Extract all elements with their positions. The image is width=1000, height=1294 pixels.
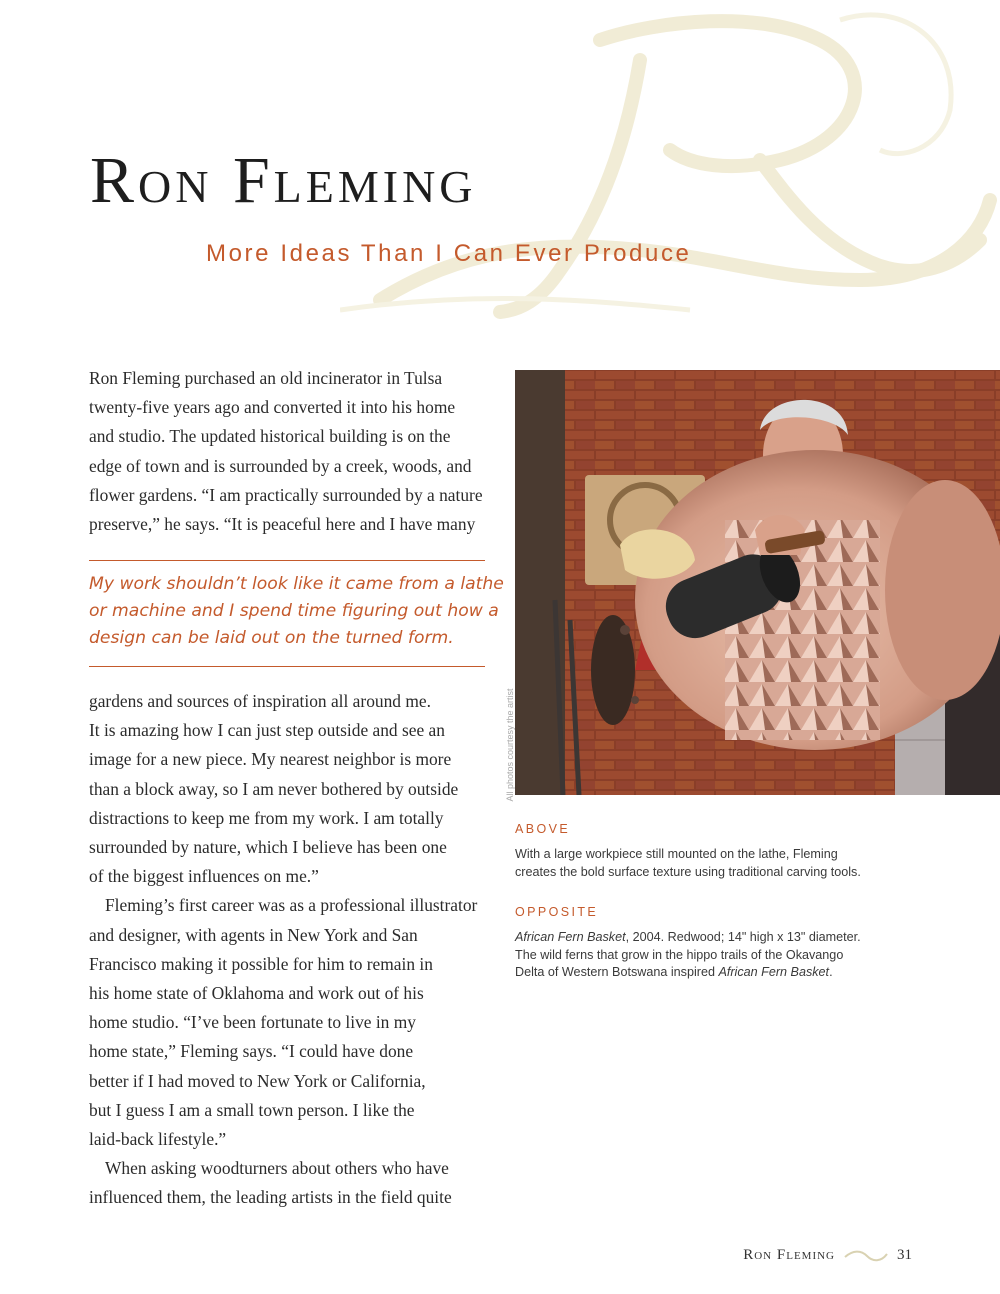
text-line: of the biggest influences on me.” (89, 866, 319, 887)
caption-line: creates the bold surface texture using traditional carving tools. (515, 864, 861, 879)
caption-line: The wild ferns that grow in the hippo trails of the Okavango (515, 947, 844, 962)
text-line: home studio. “I’ve been fortunate to live in my (89, 1012, 416, 1033)
page-number: 31 (897, 1247, 912, 1263)
caption-line: With a large workpiece still mounted on the lathe, Fleming (515, 847, 838, 861)
pull-quote (89, 560, 504, 667)
text-line: surrounded by nature, which I believe has been one (89, 837, 447, 858)
artwork-title: African Fern Basket (718, 965, 830, 979)
text-line: When asking woodturners about others who have (105, 1158, 449, 1179)
artwork-details: , 2004. Redwood; 14" high x 13" diameter. (625, 930, 861, 944)
text-line: edge of town and is surrounded by a creek, woods, and (89, 455, 472, 476)
photo-credit: All photos courtesy the artist (505, 688, 515, 802)
text-line: home state,” Fleming says. “I could have done (89, 1041, 414, 1062)
pull-quote-line: My work shouldn’t look like it came from a lathe (89, 574, 504, 594)
text-line: and studio. The updated historical building is on the (89, 426, 451, 447)
text-line: his home state of Oklahoma and work out of his (89, 983, 424, 1004)
caption-text: . (829, 965, 833, 979)
artwork-title: African Fern Basket (515, 930, 626, 944)
text-line: than a block away, so I am never bothered by outside (89, 778, 459, 799)
text-line: Francisco making it possible for him to remain in (89, 953, 433, 974)
text-line: twenty-five years ago and converted it into his home (89, 397, 456, 418)
text-line: It is amazing how I can just step outside and see an (89, 720, 445, 741)
running-title: Ron Fleming (743, 1247, 835, 1263)
text-line: gardens and sources of inspiration all around me. (89, 691, 431, 711)
photo-illustration (515, 370, 1000, 795)
caption-line (515, 929, 861, 947)
text-line: Fleming’s first career was as a professional illustrator (105, 895, 478, 916)
caption-above (515, 846, 861, 881)
caption-text: Delta of Western Botswana inspired (515, 965, 719, 979)
flourish-ornament-icon (843, 1248, 889, 1264)
caption-opposite (515, 929, 861, 982)
pull-quote-line: or machine and I spend time figuring out how a (89, 601, 499, 621)
text-line: flower gardens. “I am practically surrounded by a nature (89, 484, 483, 505)
text-line: preserve,” he says. “It is peaceful here and I have many (89, 514, 476, 535)
text-line: better if I had moved to New York or California, (89, 1070, 426, 1091)
text-line: but I guess I am a small town person. I like the (89, 1099, 415, 1120)
text-line: and designer, with agents in New York and San (89, 924, 418, 945)
body-paragraph-1 (89, 364, 483, 539)
body-paragraph-2 (89, 687, 479, 1213)
caption-heading-above: ABOVE (515, 822, 571, 836)
caption-line (515, 964, 861, 982)
pull-quote-line: design can be laid out on the turned form. (89, 628, 454, 648)
article-title: Ron Fleming (90, 144, 477, 217)
text-line: Ron Fleming purchased an old incinerator in Tulsa (89, 368, 443, 388)
text-line: influenced them, the leading artists in the field quite (89, 1187, 452, 1208)
article-subtitle: More Ideas Than I Can Ever Produce (206, 240, 692, 267)
caption-heading-opposite: OPPOSITE (515, 905, 599, 919)
text-line: image for a new piece. My nearest neighbor is more (89, 749, 452, 770)
text-line: laid-back lifestyle.” (89, 1129, 227, 1150)
text-line: distractions to keep me from my work. I am totally (89, 807, 444, 828)
artist-at-lathe-photo (515, 370, 1000, 795)
page-footer (743, 1247, 912, 1264)
